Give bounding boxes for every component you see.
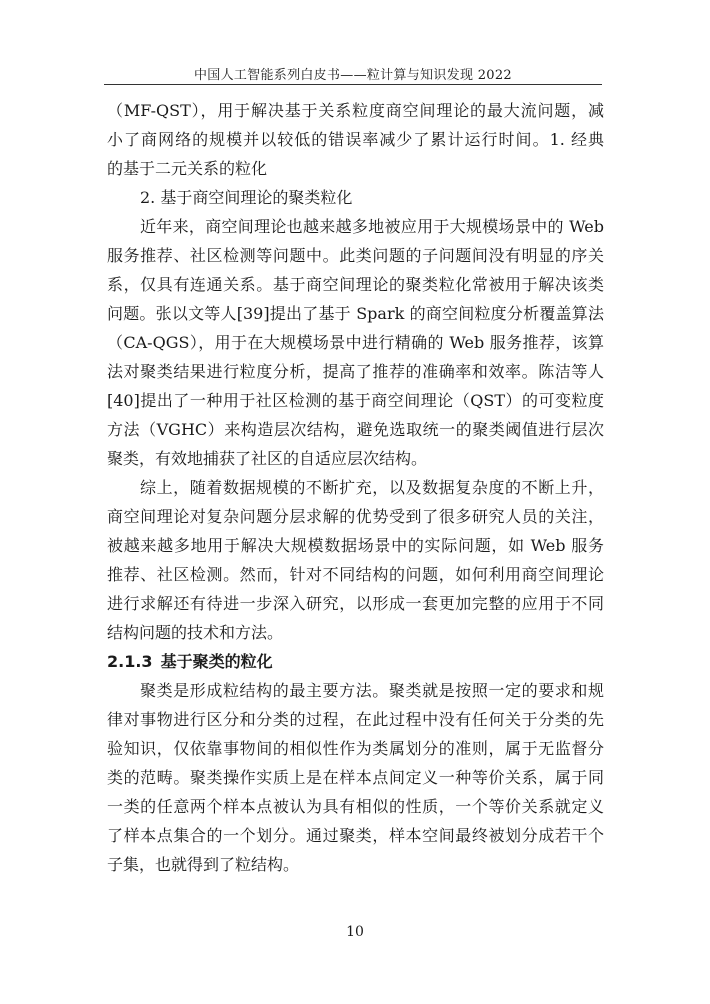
text-line: 商空间理论对复杂问题分层求解的优势受到了很多研究人员的关注， (107, 507, 604, 526)
text-line: 类的范畴。聚类操作实质上是在样本点间定义一种等价关系，属于同 (107, 768, 604, 787)
section-heading (107, 647, 604, 676)
text-line: [40]提出了一种用于社区检测的基于商空间理论（QST）的可变粒度 (107, 391, 604, 410)
text-line: 近年来，商空间理论也越来越多地被应用于大规模场景中的 Web (140, 217, 604, 236)
text-line: 小了商网络的规模并以较低的错误率减少了累计运行时间。1. 经典 (107, 130, 604, 149)
text-line: 一类的任意两个样本点被认为具有相似的性质，一个等价关系就定义 (107, 797, 604, 816)
text-line: 系，仅具有连通关系。基于商空间理论的聚类粒化常被用于解决该类 (107, 275, 604, 294)
text-line: 进行求解还有待进一步深入研究，以形成一套更加完整的应用于不同 (107, 594, 604, 613)
paragraph-recent-years (107, 212, 604, 473)
subheading-clustering-granulation (107, 183, 604, 212)
text-line: （CA-QGS），用于在大规模场景中进行精确的 Web 服务推荐，该算 (107, 333, 604, 352)
text-line: 法对聚类结果进行粒度分析，提高了推荐的准确率和效率。陈洁等人 (107, 362, 604, 381)
text-line: 推荐、社区检测。然而，针对不同结构的问题，如何利用商空间理论 (107, 565, 604, 584)
text-line: 聚类，有效地捕获了社区的自适应层次结构。 (107, 449, 428, 468)
text-line: 综上，随着数据规模的不断扩充，以及数据复杂度的不断上升， (140, 478, 604, 497)
text-line: 2. 基于商空间理论的聚类粒化 (140, 188, 353, 207)
running-header: 中国人工智能系列白皮书——粒计算与知识发现 2022 (193, 68, 513, 83)
text-line: 聚类是形成粒结构的最主要方法。聚类就是按照一定的要求和规 (140, 681, 604, 700)
text-line: 验知识，仅依靠事物间的相似性作为类属划分的准则，属于无监督分 (107, 739, 604, 758)
text-line: 子集，也就得到了粒结构。 (107, 855, 300, 874)
text-line: 问题。张以文等人[39]提出了基于 Spark 的商空间粒度分析覆盖算法 (107, 304, 604, 323)
text-line: 被越来越多地用于解决大规模数据场景中的实际问题，如 Web 服务 (107, 536, 604, 555)
text-line: 了样本点集合的一个划分。通过聚类，样本空间最终被划分成若干个 (107, 826, 604, 845)
header-rule (104, 84, 602, 85)
text-line: 服务推荐、社区检测等问题中。此类问题的子问题间没有明显的序关 (107, 246, 604, 265)
section-number: 2.1.3 (107, 652, 153, 671)
text-line: 结构问题的技术和方法。 (107, 623, 284, 642)
page-number: 10 (346, 924, 364, 940)
text-line: 律对事物进行区分和分类的过程，在此过程中没有任何关于分类的先 (107, 710, 604, 729)
text-line: 的基于二元关系的粒化 (107, 159, 268, 178)
body-text (107, 96, 604, 879)
paragraph-clustering (107, 676, 604, 879)
paragraph-mf-qst (107, 96, 604, 183)
text-line: （MF-QST），用于解决基于关系粒度商空间理论的最大流问题，减 (107, 101, 604, 120)
section-title: 基于聚类的粒化 (160, 652, 273, 671)
text-line: 方法（VGHC）来构造层次结构，避免选取统一的聚类阈值进行层次 (107, 420, 604, 439)
paragraph-summary (107, 473, 604, 647)
